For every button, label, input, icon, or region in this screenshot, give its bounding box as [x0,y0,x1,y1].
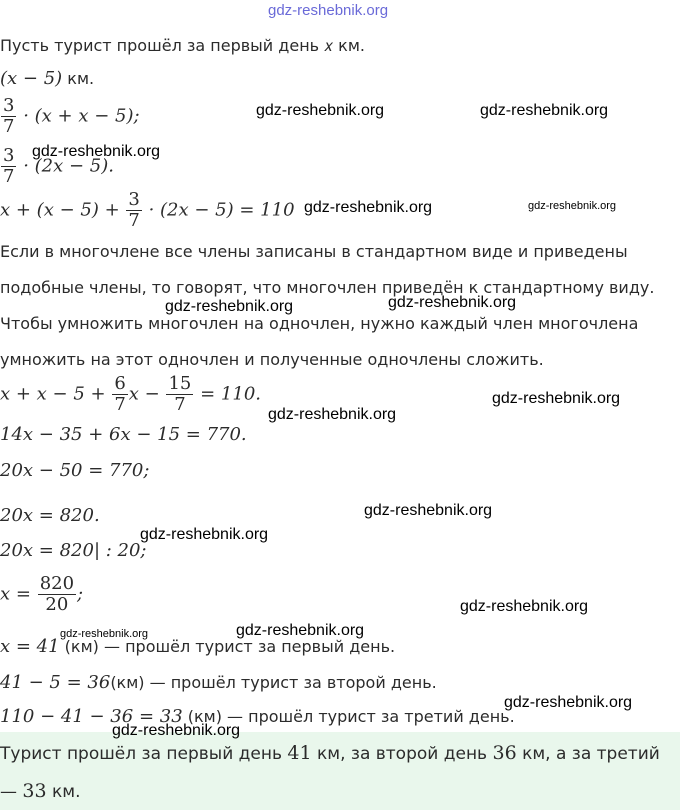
answer-text: км, за второй день [311,744,493,764]
denominator: 20 [45,594,69,615]
math-mid: 𝑥 − [128,383,166,405]
answer-value-day-1: 41 [287,742,312,764]
math-line-7: 14𝑥 − 35 + 6𝑥 − 15 = 770. [0,424,247,445]
watermark: gdz-reshebnik.org [32,143,161,160]
math-pre: 𝑥 + (𝑥 − 5) + [0,199,126,221]
denominator: 7 [174,394,186,415]
math-rest: · (𝑥 + 𝑥 − 5); [23,105,140,127]
math-rest: = 110. [200,383,262,405]
math-line-6 [0,374,261,415]
numerator: 15 [168,373,192,394]
result-text: (км) — прошёл турист за третий день. [182,707,515,726]
watermark: gdz-reshebnik.org [364,502,493,519]
fraction [1,146,16,187]
math-rest: · (2𝑥 − 5). [23,155,114,177]
result-line-day-3 [0,706,515,728]
answer-value-day-2: 36 [492,742,517,764]
watermark: gdz-reshebnik.org [304,199,433,216]
denominator: 7 [3,166,15,187]
fraction [38,574,76,615]
watermark: gdz-reshebnik.org [388,294,517,311]
watermark: gdz-reshebnik.org [112,722,241,739]
math-expr: 𝑥 = 41 [0,636,60,657]
fraction [1,96,16,137]
answer-line-1 [0,742,660,765]
math-line-8: 20𝑥 − 50 = 770; [0,460,150,481]
fraction [126,190,141,231]
rule-paragraph-1-line-b: подобные члены, то говорят, что многочлен приведён к стандартному виду. [0,278,655,297]
watermark: gdz-reshebnik.org [268,406,397,423]
answer-text: км, а за третий [516,744,660,764]
fraction-2 [166,374,193,415]
watermark: gdz-reshebnik.org [256,102,385,119]
watermark: gdz-reshebnik.org [460,598,589,615]
rule-paragraph-2-line-a: Чтобы умножить многочлен на одночлен, нужно каждый член многочлена [0,314,639,333]
math-pre: 𝑥 = [0,583,37,605]
math-expr: 41 − 5 = 36 [0,672,111,693]
answer-box [0,732,680,810]
answer-text: Турист прошёл за первый день [0,744,288,764]
numerator: 3 [3,145,15,166]
math-line-5 [0,190,295,231]
watermark: gdz-reshebnik.org [60,628,149,640]
rule-paragraph-2-line-b: умножить на этот одночлен и полученные одночлены сложить. [0,350,544,369]
math-pre: 𝑥 + 𝑥 − 5 + [0,383,112,405]
answer-text: км. [46,782,81,802]
watermark: gdz-reshebnik.org [236,622,365,639]
watermark: gdz-reshebnik.org [480,102,609,119]
math-rest: ; [77,583,84,605]
watermark: gdz-reshebnik.org [528,200,617,212]
numerator: 3 [3,95,15,116]
denominator: 7 [3,116,15,137]
unit-km: км. [62,69,95,88]
math-line-9: 20𝑥 = 820. [0,505,100,526]
numerator: 3 [128,189,140,210]
math-line-11 [0,574,83,615]
watermark-top: gdz-reshebnik.org [268,2,389,19]
answer-text: — [0,782,23,802]
watermark: gdz-reshebnik.org [140,526,269,543]
answer-line-2 [0,780,81,803]
numerator: 820 [39,573,75,594]
denominator: 7 [114,394,126,415]
rule-paragraph-1-line-a: Если в многочлене все члены записаны в стандартном виде и приведены [0,242,628,261]
fraction-1 [112,374,127,415]
math-line-2 [0,68,94,90]
result-line-day-2 [0,672,437,694]
math-rest: · (2𝑥 − 5) = 110 [148,199,295,221]
result-text: (км) — прошёл турист за второй день. [110,673,437,692]
math-expr: 110 − 41 − 36 = 33 [0,706,183,727]
answer-value-day-3: 33 [22,780,47,802]
watermark: gdz-reshebnik.org [504,694,633,711]
denominator: 7 [128,210,140,231]
math-line-3 [0,96,140,137]
result-text: (км) — прошёл турист за первый день. [59,637,396,656]
math-expr: (𝑥 − 5) [0,68,63,89]
watermark: gdz-reshebnik.org [165,298,294,315]
watermark: gdz-reshebnik.org [492,390,621,407]
math-line-10: 20𝑥 = 820| : 20; [0,540,147,561]
numerator: 6 [114,373,126,394]
text-line-1: Пусть турист прошёл за первый день 𝑥 км. [0,36,365,55]
